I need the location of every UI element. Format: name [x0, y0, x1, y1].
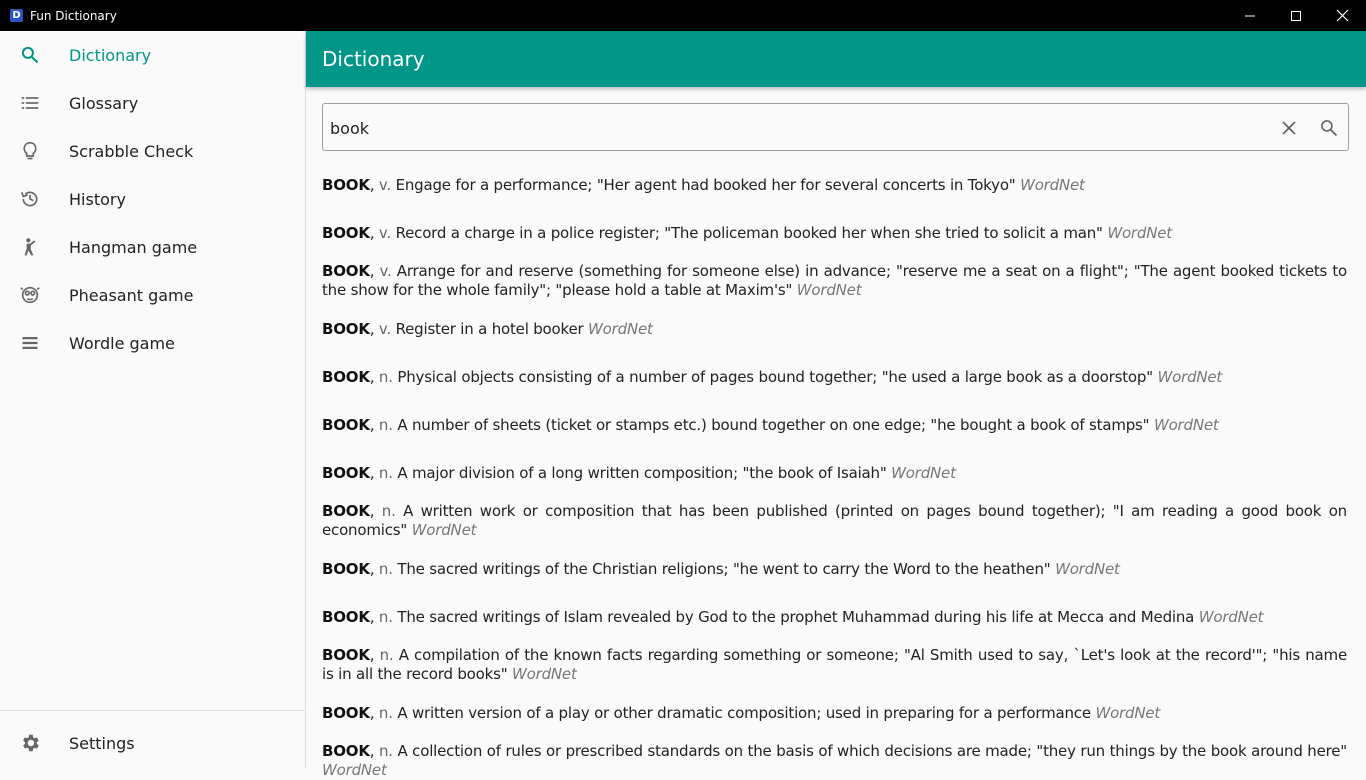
entry-source: WordNet — [512, 665, 577, 683]
entry-source: WordNet — [1198, 608, 1264, 626]
entry-source: WordNet — [411, 521, 477, 539]
window-title: Fun Dictionary — [30, 8, 117, 23]
lightbulb-icon — [18, 139, 42, 163]
menu-icon — [18, 331, 42, 355]
entry-word: BOOK — [322, 646, 370, 664]
sidebar-item-glossary[interactable] — [0, 79, 305, 127]
sidebar-item-label: Scrabble Check — [69, 141, 194, 161]
list-icon — [18, 91, 42, 115]
entry-pos: n. — [378, 560, 393, 578]
entry-source: WordNet — [891, 464, 956, 482]
entry-pos: n. — [378, 742, 393, 760]
entry-word: BOOK — [322, 416, 370, 434]
entry-definition: A number of sheets (ticket or stamps etc.) bound together on one edge; "he bought a book of stamps" — [397, 416, 1150, 434]
title-bar — [0, 0, 1366, 31]
clear-search-button[interactable] — [1277, 116, 1301, 140]
list-item: BOOK, n. A written version of a play or other dramatic composition; used in preparing for a performance WordNet — [322, 704, 1161, 722]
entry-word: BOOK — [322, 704, 370, 722]
search-icon — [1319, 118, 1339, 138]
list-item: BOOK, n. Physical objects consisting of a number of pages bound together; "he used a large book as a doorstop" WordNet — [322, 368, 1223, 386]
maximize-icon — [1291, 11, 1301, 21]
maximize-button[interactable] — [1273, 0, 1319, 31]
pheasant-icon — [18, 283, 42, 307]
entry-pos: n. — [378, 608, 393, 626]
entry-source: WordNet — [1153, 416, 1219, 434]
entry-definition: The sacred writings of the Christian religions; "he went to carry the Word to the heathen" — [397, 560, 1051, 578]
entry-word: BOOK — [322, 368, 370, 386]
sidebar-item-settings[interactable] — [0, 719, 305, 767]
sidebar-item-hangman-game[interactable] — [0, 223, 305, 271]
sidebar-item-wordle-game[interactable] — [0, 319, 305, 367]
page-title: Dictionary — [322, 47, 425, 71]
entry-source: WordNet — [1107, 224, 1172, 242]
close-window-button[interactable] — [1319, 0, 1365, 31]
entry-source: WordNet — [1055, 560, 1120, 578]
entry-word: BOOK — [322, 320, 370, 338]
list-item: BOOK, v. Record a charge in a police register; "The policeman booked her when she tried to solicit a man" WordNet — [322, 224, 1172, 242]
entry-source: WordNet — [1095, 704, 1161, 722]
entry-pos: n. — [378, 368, 393, 386]
search-box — [322, 103, 1349, 151]
search-button[interactable] — [1317, 116, 1341, 140]
entry-pos: n. — [379, 646, 394, 664]
entry-definition: A compilation of the known facts regarding something or someone; "Al Smith used to say, `Let's look at the record'"; "his name is in all the record books" — [322, 646, 1347, 683]
entry-word: BOOK — [322, 176, 370, 194]
sidebar-item-label: History — [69, 189, 126, 209]
app-bar — [306, 31, 1366, 87]
gear-icon — [18, 731, 42, 755]
search-input[interactable] — [330, 116, 1230, 140]
close-icon — [1281, 120, 1297, 136]
entry-pos: n. — [378, 416, 393, 434]
entry-source: WordNet — [796, 281, 862, 299]
entry-definition: A written version of a play or other dramatic composition; used in preparing for a performance — [397, 704, 1091, 722]
entry-pos: v. — [378, 320, 391, 338]
minimize-icon — [1245, 11, 1255, 21]
results-list — [322, 160, 1348, 779]
entry-word: BOOK — [322, 502, 370, 520]
entry-definition: Register in a hotel booker — [395, 320, 584, 338]
entry-word: BOOK — [322, 608, 370, 626]
sidebar-item-history[interactable] — [0, 175, 305, 223]
sidebar-item-dictionary[interactable] — [0, 31, 305, 79]
sidebar — [0, 31, 306, 768]
entry-word: BOOK — [322, 560, 370, 578]
list-item: BOOK, v. Register in a hotel booker WordNet — [322, 320, 653, 338]
entry-source: WordNet — [1020, 176, 1085, 194]
entry-definition: The sacred writings of Islam revealed by God to the prophet Muhammad during his life at Mecca and Medina — [397, 608, 1195, 626]
sidebar-item-label: Wordle game — [69, 333, 175, 353]
entry-word: BOOK — [322, 224, 370, 242]
list-item: BOOK, n. The sacred writings of Islam revealed by God to the prophet Muhammad during his life at Mecca and Medina WordNet — [322, 608, 1264, 626]
entry-source: WordNet — [322, 761, 387, 779]
list-item: BOOK, v. Arrange for and reserve (something for someone else) in advance; "reserve me a seat on a flight"; "The agent booked tickets to the show for the whole family"; "please hold a table at Maxim's" WordNet — [322, 262, 1348, 299]
entry-word: BOOK — [322, 742, 370, 760]
minimize-button[interactable] — [1227, 0, 1273, 31]
close-icon — [1337, 10, 1348, 21]
hangman-icon — [18, 235, 42, 259]
sidebar-item-label: Dictionary — [69, 45, 152, 65]
list-item: BOOK, n. A written work or composition that has been published (printed on pages bound together); "I am reading a good book on economics" WordNet — [322, 502, 1347, 539]
entry-source: WordNet — [1157, 368, 1223, 386]
entry-definition: Arrange for and reserve (something for someone else) in advance; "reserve me a seat on a flight"; "The agent booked tickets to the show for the whole family"; "please hold a table at Maxim's" — [322, 262, 1348, 299]
entry-definition: A major division of a long written composition; "the book of Isaiah" — [397, 464, 887, 482]
list-item: BOOK, n. A compilation of the known facts regarding something or someone; "Al Smith used to say, `Let's look at the record'"; "his name is in all the record books" WordNet — [322, 646, 1347, 683]
list-item: BOOK, n. A major division of a long written composition; "the book of Isaiah" WordNet — [322, 464, 956, 482]
entry-definition: Record a charge in a police register; "The policeman booked her when she tried to solicit a man" — [395, 224, 1103, 242]
sidebar-item-label: Glossary — [69, 93, 139, 113]
entry-pos: n. — [378, 464, 393, 482]
sidebar-item-label: Pheasant game — [69, 285, 194, 305]
entry-pos: v. — [379, 262, 392, 280]
list-item: BOOK, n. A number of sheets (ticket or stamps etc.) bound together on one edge; "he bought a book of stamps" WordNet — [322, 416, 1219, 434]
entry-definition: Physical objects consisting of a number of pages bound together; "he used a large book as a doorstop" — [397, 368, 1153, 386]
list-item: BOOK, n. The sacred writings of the Christian religions; "he went to carry the Word to the heathen" WordNet — [322, 560, 1120, 578]
entry-definition: A collection of rules or prescribed standards on the basis of which decisions are made; "they run things by the book around here" — [397, 742, 1347, 760]
entry-pos: n. — [381, 502, 396, 520]
entry-word: BOOK — [322, 262, 370, 280]
entry-definition: A written work or composition that has been published (printed on pages bound together); "I am reading a good book on economics" — [322, 502, 1347, 539]
settings-label: Settings — [69, 733, 135, 753]
sidebar-divider — [0, 710, 305, 711]
sidebar-item-scrabble-check[interactable] — [0, 127, 305, 175]
history-icon — [18, 187, 42, 211]
entry-pos: n. — [378, 704, 393, 722]
search-icon — [18, 43, 42, 67]
entry-pos: v. — [378, 224, 391, 242]
sidebar-item-label: Hangman game — [69, 237, 198, 257]
list-item: BOOK, v. Engage for a performance; "Her agent had booked her for several concerts in Tokyo" WordNet — [322, 176, 1085, 194]
entry-source: WordNet — [588, 320, 653, 338]
entry-definition: Engage for a performance; "Her agent had booked her for several concerts in Tokyo" — [395, 176, 1016, 194]
app-icon: D — [10, 9, 23, 22]
sidebar-item-pheasant-game[interactable] — [0, 271, 305, 319]
entry-pos: v. — [378, 176, 391, 194]
list-item: BOOK, n. A collection of rules or prescribed standards on the basis of which decisions are made; "they run things by the book around here" WordNet — [322, 742, 1347, 779]
entry-word: BOOK — [322, 464, 370, 482]
